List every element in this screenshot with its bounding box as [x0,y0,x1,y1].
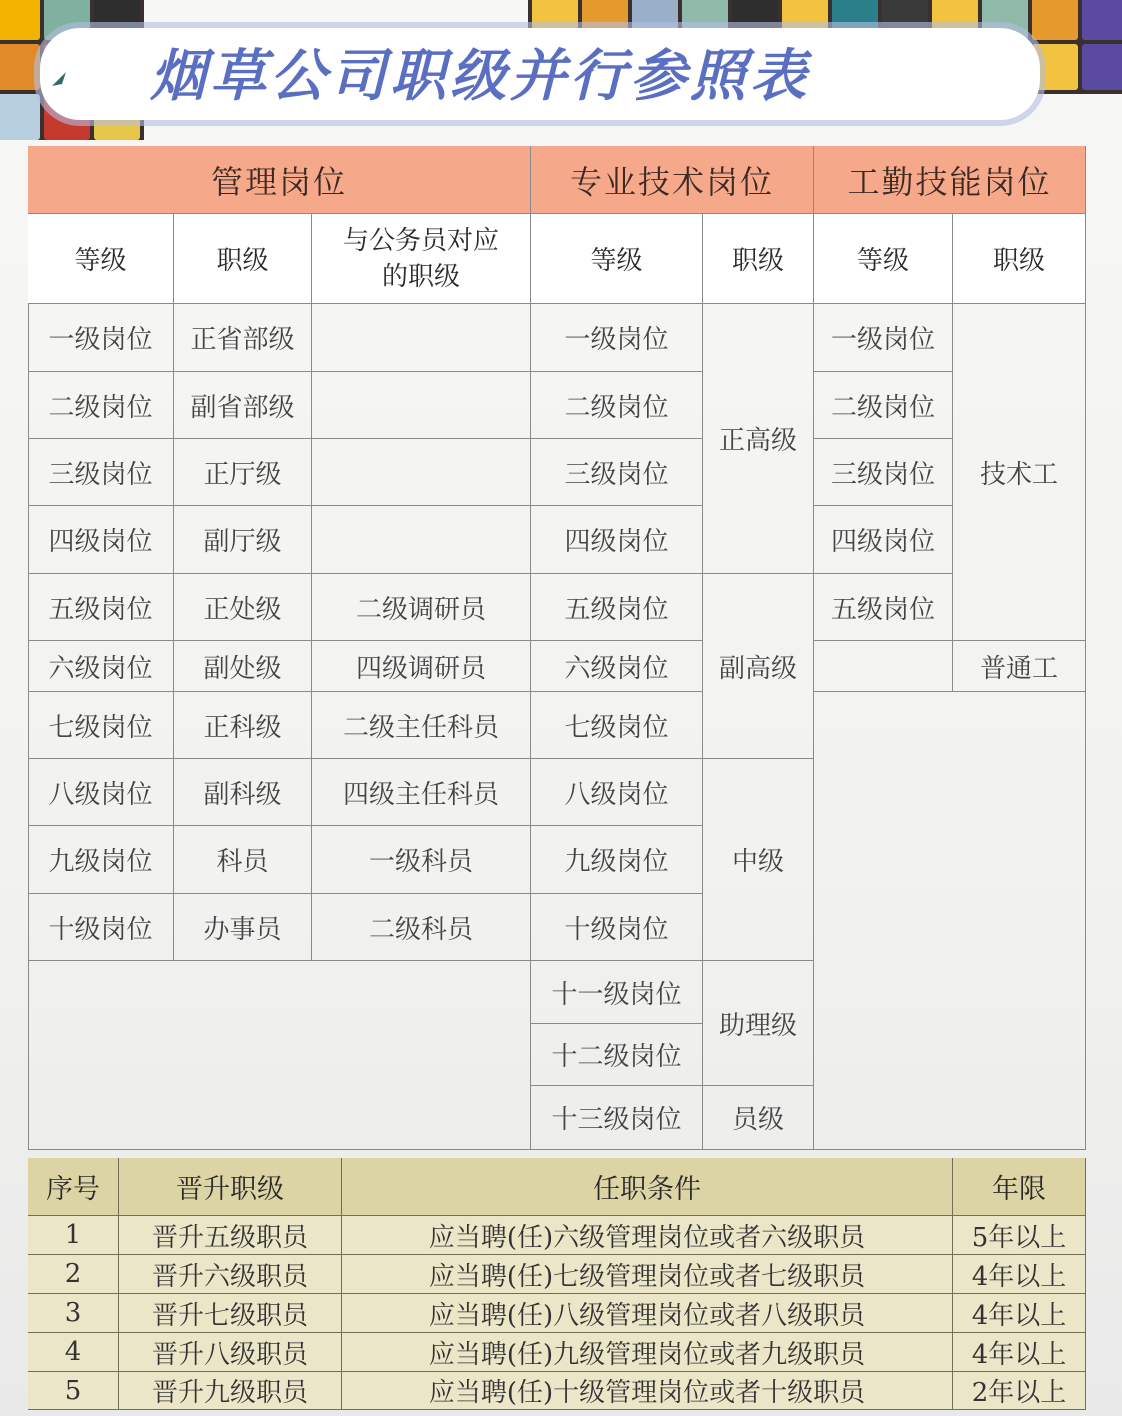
mgmt-rank-cell: 办事员 [174,894,312,961]
tech-level-cell: 十级岗位 [531,894,703,961]
mgmt-level-cell: 四级岗位 [28,506,174,574]
subheader-mgmt-level: 等级 [28,214,174,304]
worker-level-cell: 四级岗位 [814,506,953,574]
promo-header-condition: 任职条件 [342,1158,953,1216]
promo-row-rank: 晋升五级职员 [119,1216,342,1255]
tech-level-cell: 一级岗位 [531,304,703,372]
promo-row-no: 5 [28,1372,119,1410]
promo-row-years: 4年以上 [953,1294,1086,1333]
empty-region [814,692,1086,1150]
mgmt-rank-cell: 副厅级 [174,506,312,574]
tech-level-cell: 六级岗位 [531,641,703,692]
subheader-worker-level: 等级 [814,214,953,304]
tech-level-cell: 十一级岗位 [531,961,703,1024]
civil-equivalent-cell: 四级调研员 [312,641,531,692]
civil-equivalent-cell: 二级主任科员 [312,692,531,759]
promo-row-condition: 应当聘(任)六级管理岗位或者六级职员 [342,1216,953,1255]
mgmt-rank-cell: 正科级 [174,692,312,759]
promo-row-condition: 应当聘(任)九级管理岗位或者九级职员 [342,1333,953,1372]
promo-row-condition: 应当聘(任)十级管理岗位或者十级职员 [342,1372,953,1410]
tech-level-cell: 五级岗位 [531,574,703,641]
mgmt-level-cell: 十级岗位 [28,894,174,961]
tech-level-cell: 二级岗位 [531,372,703,439]
page-title: 烟草公司职级并行参照表 [150,43,810,109]
tech-level-cell: 十三级岗位 [531,1086,703,1150]
worker-level-cell: 三级岗位 [814,439,953,506]
civil-equivalent-cell: 二级调研员 [312,574,531,641]
tech-rank-assistant: 助理级 [703,961,814,1086]
worker-level-cell: 五级岗位 [814,574,953,641]
mgmt-rank-cell: 正厅级 [174,439,312,506]
tech-level-cell: 四级岗位 [531,506,703,574]
promo-row-condition: 应当聘(任)八级管理岗位或者八级职员 [342,1294,953,1333]
civil-equivalent-cell: 四级主任科员 [312,759,531,826]
mgmt-level-cell: 六级岗位 [28,641,174,692]
tech-rank-associate-senior: 副高级 [703,574,814,759]
promo-row-condition: 应当聘(任)七级管理岗位或者七级职员 [342,1255,953,1294]
tech-rank-senior: 正高级 [703,304,814,574]
leaf-icon [50,70,68,88]
mgmt-level-cell: 一级岗位 [28,304,174,372]
mgmt-rank-cell: 正省部级 [174,304,312,372]
subheader-tech-level: 等级 [531,214,703,304]
mgmt-level-cell: 五级岗位 [28,574,174,641]
promo-row-rank: 晋升八级职员 [119,1333,342,1372]
tech-level-cell: 八级岗位 [531,759,703,826]
civil-equivalent-cell [312,372,531,439]
mgmt-rank-cell: 正处级 [174,574,312,641]
mgmt-level-cell: 九级岗位 [28,826,174,894]
promo-header-years: 年限 [953,1158,1086,1216]
mgmt-level-cell: 二级岗位 [28,372,174,439]
tech-rank-junior: 员级 [703,1086,814,1150]
civil-equivalent-cell: 一级科员 [312,826,531,894]
civil-equivalent-cell [312,304,531,372]
civil-equivalent-cell: 二级科员 [312,894,531,961]
mgmt-rank-cell: 副处级 [174,641,312,692]
promo-row-years: 4年以上 [953,1333,1086,1372]
worker-rank-technician: 技术工 [953,304,1086,641]
promo-row-no: 2 [28,1255,119,1294]
civil-equivalent-cell [312,439,531,506]
mgmt-level-cell: 三级岗位 [28,439,174,506]
header [0,0,1122,140]
worker-level-cell: 一级岗位 [814,304,953,372]
promo-row-years: 2年以上 [953,1372,1086,1410]
tech-level-cell: 三级岗位 [531,439,703,506]
promo-header-rank: 晋升职级 [119,1158,342,1216]
promo-row-no: 4 [28,1333,119,1372]
civil-equivalent-cell [312,506,531,574]
empty-region [28,961,531,1150]
group-header-management: 管理岗位 [28,146,531,214]
mgmt-rank-cell: 副省部级 [174,372,312,439]
mgmt-rank-cell: 科员 [174,826,312,894]
mgmt-level-cell: 七级岗位 [28,692,174,759]
worker-level-cell: 二级岗位 [814,372,953,439]
mgmt-rank-cell: 副科级 [174,759,312,826]
subheader-tech-rank: 职级 [703,214,814,304]
tech-level-cell: 九级岗位 [531,826,703,894]
worker-rank-general: 普通工 [953,641,1086,692]
group-header-worker: 工勤技能岗位 [814,146,1086,214]
promo-row-no: 1 [28,1216,119,1255]
subheader-civil-equivalent: 与公务员对应的职级 [312,214,531,304]
promo-row-no: 3 [28,1294,119,1333]
group-header-technical: 专业技术岗位 [531,146,814,214]
promo-row-years: 4年以上 [953,1255,1086,1294]
tech-level-cell: 十二级岗位 [531,1024,703,1086]
promo-row-rank: 晋升七级职员 [119,1294,342,1333]
worker-level-cell-empty [814,641,953,692]
mgmt-level-cell: 八级岗位 [28,759,174,826]
subheader-worker-rank: 职级 [953,214,1086,304]
promo-row-rank: 晋升六级职员 [119,1255,342,1294]
promo-row-years: 5年以上 [953,1216,1086,1255]
tech-level-cell: 七级岗位 [531,692,703,759]
subheader-mgmt-rank: 职级 [174,214,312,304]
promo-row-rank: 晋升九级职员 [119,1372,342,1410]
tech-rank-intermediate: 中级 [703,759,814,961]
promo-header-no: 序号 [28,1158,119,1216]
